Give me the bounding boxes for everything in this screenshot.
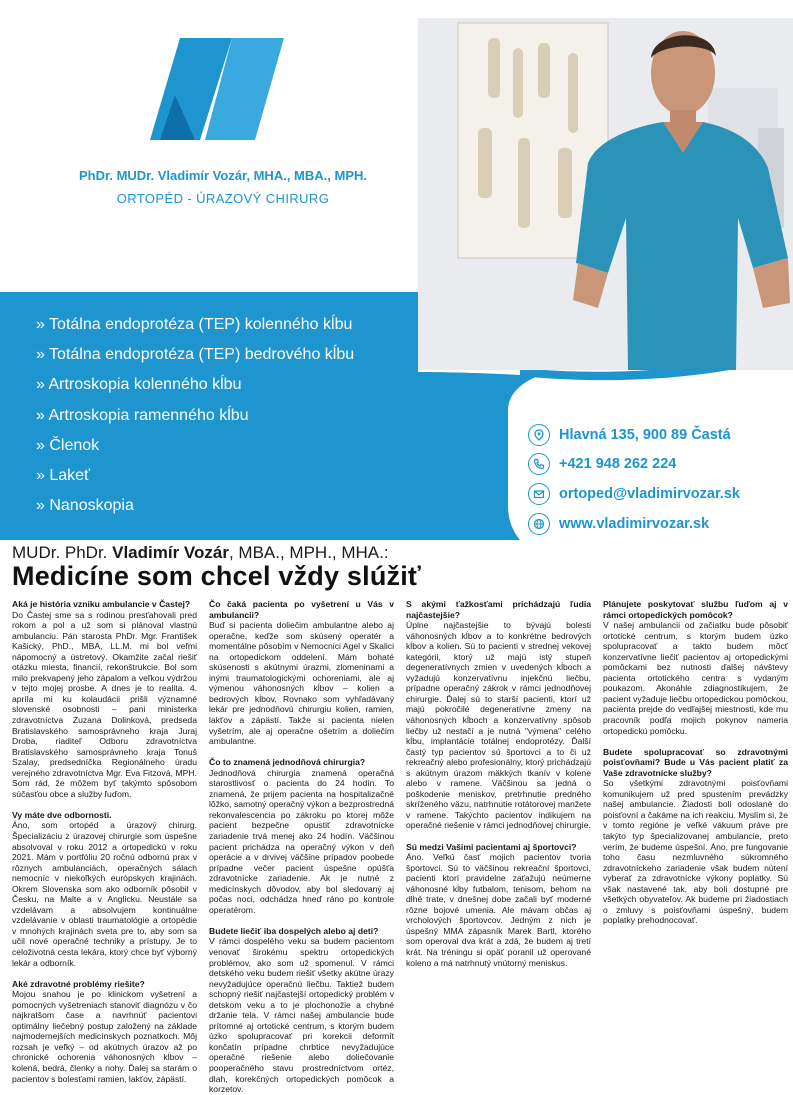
contact-email[interactable]	[528, 479, 740, 509]
logo-icon	[0, 0, 420, 160]
question: Plánujete poskytovať službu ľuďom aj v rámci ortopedických pomôcok?	[603, 599, 788, 620]
question: Čo čaká pacienta po vyšetrení u Vás v ambulancii?	[209, 599, 394, 620]
answer: Úplne najčastejšie to bývajú bolesti váhonosných kĺbov a to konkrétne bedrových kĺbov a kolien. Sú to pacienti v strednej vekovej kategórii, ktorý už majú istý stupeň degeneratívnych zmien v uvedených kĺboch a vyžadujú konzervatívnu injekčnú liečbu, prípadne operačný zákrok v rámci jednodňovej chirurgie. Ďalej sú to starší pacienti, ktorí už majú pokročilé degeneratívne zmeny na váhonosných kĺboch a konzervatívny spôsob liečby už nestačí a je nutná "výmena" celého kĺbu, implantácie totálnej endoprotézy. Ďalší častý typ pacientov sú športovci a to či už rekreačný alebo profesionálny, ktorý prichádzajú s akútnym úrazom mäkkých tkanív v kolene alebo v ramene. Väčšinou sa jedná o poškodenie meniskov, pretrhnutie predného skríženého väzu, natrhnutie rotátorovej manžete v ramene. Takýchto pacientov indikujem na operačné riešenie v rámci jednodňovej chirurgie.	[406, 620, 591, 831]
location-icon	[528, 424, 550, 446]
services-list	[36, 314, 354, 525]
contact-address	[528, 420, 740, 450]
web-text[interactable]: www.vladimirvozar.sk	[559, 515, 710, 532]
article-column-4	[603, 599, 788, 1075]
answer: Jednodňová chirurgia znamená operačná starostlivosť o pacienta do 24 hodín. To znamená, že prijem pacienta na hospitalizačné lôžko, samotný operačný výkon a bezprostredná rekonvalescencia po zákroku po ktorej môže pacient bezpečne opustiť zdravotnícke zariadenie trvá menej ako 24 hodín. Väčšinou pacient prichádza na operačný výkon v deň operácie a v drvivej väčšine prípadov poobede prípadne večer pacient úspešne opúšťa zdravotnícke zariadenie. Ak je nutné z medicínskych dôvodov, aby bol sledovaný aj počas noci, odchádza hneď ráno po kontrole operatérom.	[209, 767, 394, 915]
email-text[interactable]: ortoped@vladimirvozar.sk	[559, 485, 740, 502]
contact-list	[528, 420, 740, 538]
service-item: » Artroskopia kolenného kĺbu	[36, 376, 242, 394]
service-item: » Nanoskopia	[36, 497, 134, 515]
service-item: » Lakeť	[36, 466, 91, 484]
contact-web[interactable]	[528, 509, 740, 539]
doctor-name: PhDr. MUDr. Vladimír Vozár, MHA., MBA., MPH.	[79, 168, 367, 183]
service-item: » Artroskopia ramenného kĺbu	[36, 406, 249, 424]
answer: Buď si pacienta doliečim ambulantne alebo aj operačne, keďže som skúsený operatér a momentálne pôsobím v Nemocnici Agel v Skalici na ortopedickom oddelení. Mám bohaté skúsenosti s akútnymi úrazmi, zlomeninami a inými traumatologickými ochoreniami, ale aj výmenou váhonosných kĺbov – kolien a bedrových kĺbov. Rovnako som vyhľadávaný lekár pre jednodňovú chirurgiu kolien, ramien, lakťov a zápästí. Takže si pacienta nielen vyšetrím, ale aj operačne ošetrím a doliečim ambulantne.	[209, 620, 394, 747]
doctor-specialty: ORTOPÉD - ÚRAZOVÝ CHIRURG	[116, 191, 330, 206]
phone-text[interactable]: +421 948 262 224	[559, 456, 677, 473]
article-body	[12, 599, 789, 1095]
article-column-2	[209, 599, 394, 1095]
answer: So všetkými zdravotnými poisťovňami komunikujem už pred spustením prevádzky našej ambulancie. Žiadosti boli odoslané do poisťovní a čakáme na ich reakciu. Myslím si, že v tomto regióne je veľké vákuum práve pre takýto typ špecializovanej ambulancie, preto verím, že budeme úspešní. Áno, pre fungovanie toho času nezmluvného súkromného zdravotníckeho zariadenie však budem nútení vyberať za zdravotnícke výkony poplatky. Sú však nastavené tak, aby boli dostupné pre všetkých obyvateľov. Ak budeme pri žiadostiach o zmluvy s poisťovňami úspešný, budem poplatky prehodnocovať.	[603, 778, 788, 926]
subhead-suffix: , MBA., MPH., MHA.:	[228, 543, 389, 562]
answer: Mojou snahou je po klinickom vyšetrení a pomocných vyšetreniach stanoviť diagnózu v čo najkratšom čase a navrhnúť pacientovi optimálny liečebný postup založený na základe najmodernejších medicínskych poznatkoch. Môj rozsah je veľký – od akútnych úrazov až po chronické ochorenia váhonosných kĺbov – kolená, bedrá, členky a nohy. Ďalej sa starám o pacientov s bolesťami ramien, lakťov, zápästí.	[12, 989, 197, 1084]
article-headline: Medicíne som chcel vždy slúžiť	[12, 561, 422, 591]
article-column-3	[406, 599, 591, 1075]
answer: V rámci dospelého veku sa budem pacientom venovať širokému spektru ortopedických problémov, ako som už spomenul. V rámci detského veku budem riešiť všetky akútne úrazy nevyžadujúce operačnú liečbu. Taktiež budem schopný riešiť najčastejší ortopedický problém v detskom veku a to je plochonožie a chybné držanie tela. V rámci našej ambulancie bude prítomné aj ortotické centrum, s ktorým budem úzko spolupracovať pri korekcii deformít končatín prípadne chrbtice nevyžadujúce operačné riešenie alebo doliečovanie pooperačného stavu prostredníctvom ortéz, dlah, korekčných ortopedických pomôcok a korzetov.	[209, 936, 394, 1095]
answer: Áno, som ortopéd a úrazový chirurg. Špecializáciu z úrazovej chirurgie som úspešne absolvoval v roku 2012 a ortopedickú v roku 2021. Mám v portfóliu 20 ročnú odbornú prax v rôznych ambulanciách, operačných sálach nemocníc v niekoľkých európskych krajinách. Okrem Slovenska som ako odborník pôsobil v Česku, na Malte a v Anglicku. Neustále sa vzdelávam a absolvujem kontinuálne vzdelávanie v oblasti traumatológie a ortopédie v mnohých krajinách sveta pre to, aby som sa učil nové operačné techniky a prístupy. Je to celoživotná cesta lekára, ktorý chce byť výborný lekár a odborník.	[12, 820, 197, 968]
question: Vy máte dve odbornosti.	[12, 809, 112, 820]
subhead-name: Vladimír Vozár	[112, 543, 229, 562]
header-section	[0, 0, 793, 540]
answer: Do Častej sme sa s rodinou presťahovali pred rokom a pol a už som si plánoval vlastnú ambulanciu. Pán starosta PhDr. Mgr. František Kašický, PhD., MBA, LL.M. mi bol veľmi nápomocný a ústretový. Okamžite začal riešiť otázku miesta, financií, rekonštrukcie. Bol som milo prekvapený jeho zápalom a veľkou výdržou v tejto mojej prosbe. A dnes je to realita. 4. apríla mi ku kolaudácii prišli významné slovenské osobnosti – pani ministerka zdravotníctva Zuzana Dolinková, predseda Bratislavského samosprávneho kraja Juraj Droba, riaditeľ Odboru zdravotníctva Bratislavského samosprávneho kraja Tonuš Szalay, predsedníčka Regionálneho úradu verejného zdravotníctva Mgr. Eva Fitzová, MPH. Som rád, že môžem byť takýmto spôsobom súčasťou obce a služby ľuďom.	[12, 609, 197, 799]
globe-icon	[528, 513, 550, 535]
phone-icon	[528, 453, 550, 475]
service-item: » Totálna endoprotéza (TEP) kolenného kĺbu	[36, 316, 353, 333]
question: S akými ťažkosťami prichádzajú ľudia najčastejšie?	[406, 599, 591, 620]
address-text: Hlavná 135, 900 89 Častá	[559, 426, 731, 443]
subhead-prefix: MUDr. PhDr.	[12, 543, 113, 562]
doctor-photo	[418, 18, 793, 370]
question: Budete spolupracovať so zdravotnými poisťovňami? Bude u Vás pacient platiť za Vaše zdravotnícke služby?	[603, 746, 788, 778]
email-icon	[528, 483, 550, 505]
article-subhead	[12, 543, 389, 563]
contact-phone[interactable]	[528, 450, 740, 480]
question: Aká je história vzniku ambulancie v Častej?	[12, 599, 191, 609]
answer: V našej ambulancii od začiatku bude pôsobiť ortotické centrum, s ktorým budem úzko spolupracovať a takto budem môcť konzervatívne liečiť pacientov aj ortopedickými pomôckami bez nutnosti ďalšej návštevy pacienta ortotického centra s vydaným poukazom. Akonáhle zdiagnostikujem, že pacient vyžaduje liečbu ortopedickou pomôckou, pacienta prejde do vedľajšej miestnosti, kde mu pracovník podľa mojich pokynov nameria ortopedickú pomôcku.	[603, 620, 788, 736]
question: Sú medzi Vašimi pacientami aj športovci?	[406, 841, 577, 852]
article-column-1	[12, 599, 197, 1084]
question: Čo to znamená jednodňová chirurgia?	[209, 757, 366, 768]
question: Budete liečiť iba dospelých alebo aj deti?	[209, 925, 379, 936]
answer: Áno. Veľkú časť mojich pacientov tvoria športovci. Sú to väčšinou rekreační športovci, pacienti ktorí pravidelne zaťažujú neúmerne váhonosné kĺby futbalom, tenisom, behom na dlhé trate, v dnešnej dobe začali byť moderné rôzne bojové umenia. Ale mávam občas aj vrcholových športovcov. Jedným z nich je úspešný MMA zápasník Marek Bartl, ktorého som operoval dva krát a zdá, že budem aj tretí krát. Na tréningu si opäť poranil už operované koleno a má natrhnutý vnútorný meniskus.	[406, 852, 591, 968]
question: Aké zdravotné problémy riešite?	[12, 978, 145, 989]
service-item: » Totálna endoprotéza (TEP) bedrového kĺbu	[36, 346, 355, 364]
service-item: » Členok	[36, 436, 100, 454]
